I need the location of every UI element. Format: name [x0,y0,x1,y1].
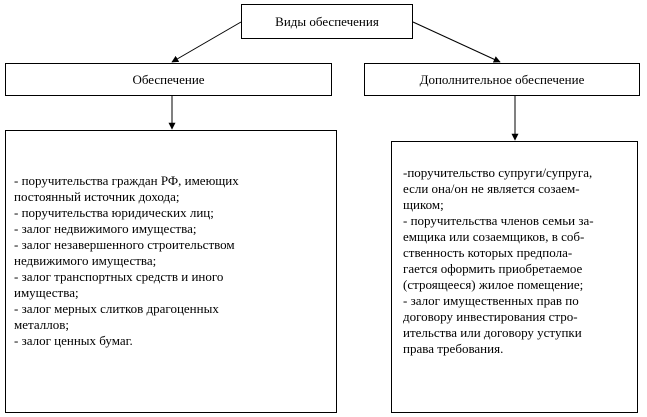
right-detail-line: права требования. [403,341,504,356]
right-detail-line: -поручительство супруги/супруга, [403,165,593,180]
right-detail-line: щиком; [403,197,444,212]
root-node-box [241,4,413,39]
left-category-box [5,63,332,96]
left-detail-line: металлов; [14,317,69,332]
left-detail-line: - поручительства граждан РФ, имеющих [14,173,239,188]
left-detail-line: - залог ценных бумаг. [14,333,133,348]
right-detail-line: (строящееся) жилое помещение; [403,277,584,292]
arrow-root-to-right [413,22,500,62]
arrow-root-to-left [172,22,241,62]
right-category-title: Дополнительное обеспечение [419,71,585,87]
left-detail-line: недвижимого имущества; [14,253,157,268]
left-detail-line: - поручительства юридических лиц; [14,205,214,220]
right-detail-line: гается оформить приобретаемое [403,261,583,276]
left-detail-line: имущества; [14,285,79,300]
left-detail-line: - залог недвижимого имущества; [14,221,197,236]
right-detail-line: - поручительства членов семьи за- [403,213,594,228]
right-detail-line: если она/он не является созаем- [403,181,580,196]
right-details-box [391,141,638,413]
left-details-box [5,130,337,413]
left-category-title: Обеспечение [132,71,205,87]
right-detail-line: договору инвестирования стро- [403,309,578,324]
left-detail-line: - залог транспортных средств и иного [14,269,224,284]
left-detail-line: - залог мерных слитков драгоценных [14,301,219,316]
right-category-box [364,63,640,96]
right-detail-line: ственность которых предпола- [403,245,573,260]
left-detail-line: постоянный источник дохода; [14,189,180,204]
right-detail-line: - залог имущественных прав по [403,293,579,308]
root-node-title: Виды обеспечения [275,13,379,29]
left-detail-line: - залог незавершенного строительством [14,237,235,252]
right-detail-line: емщика или созаемщиков, в соб- [403,229,585,244]
right-detail-line: ительства или договору уступки [403,325,582,340]
